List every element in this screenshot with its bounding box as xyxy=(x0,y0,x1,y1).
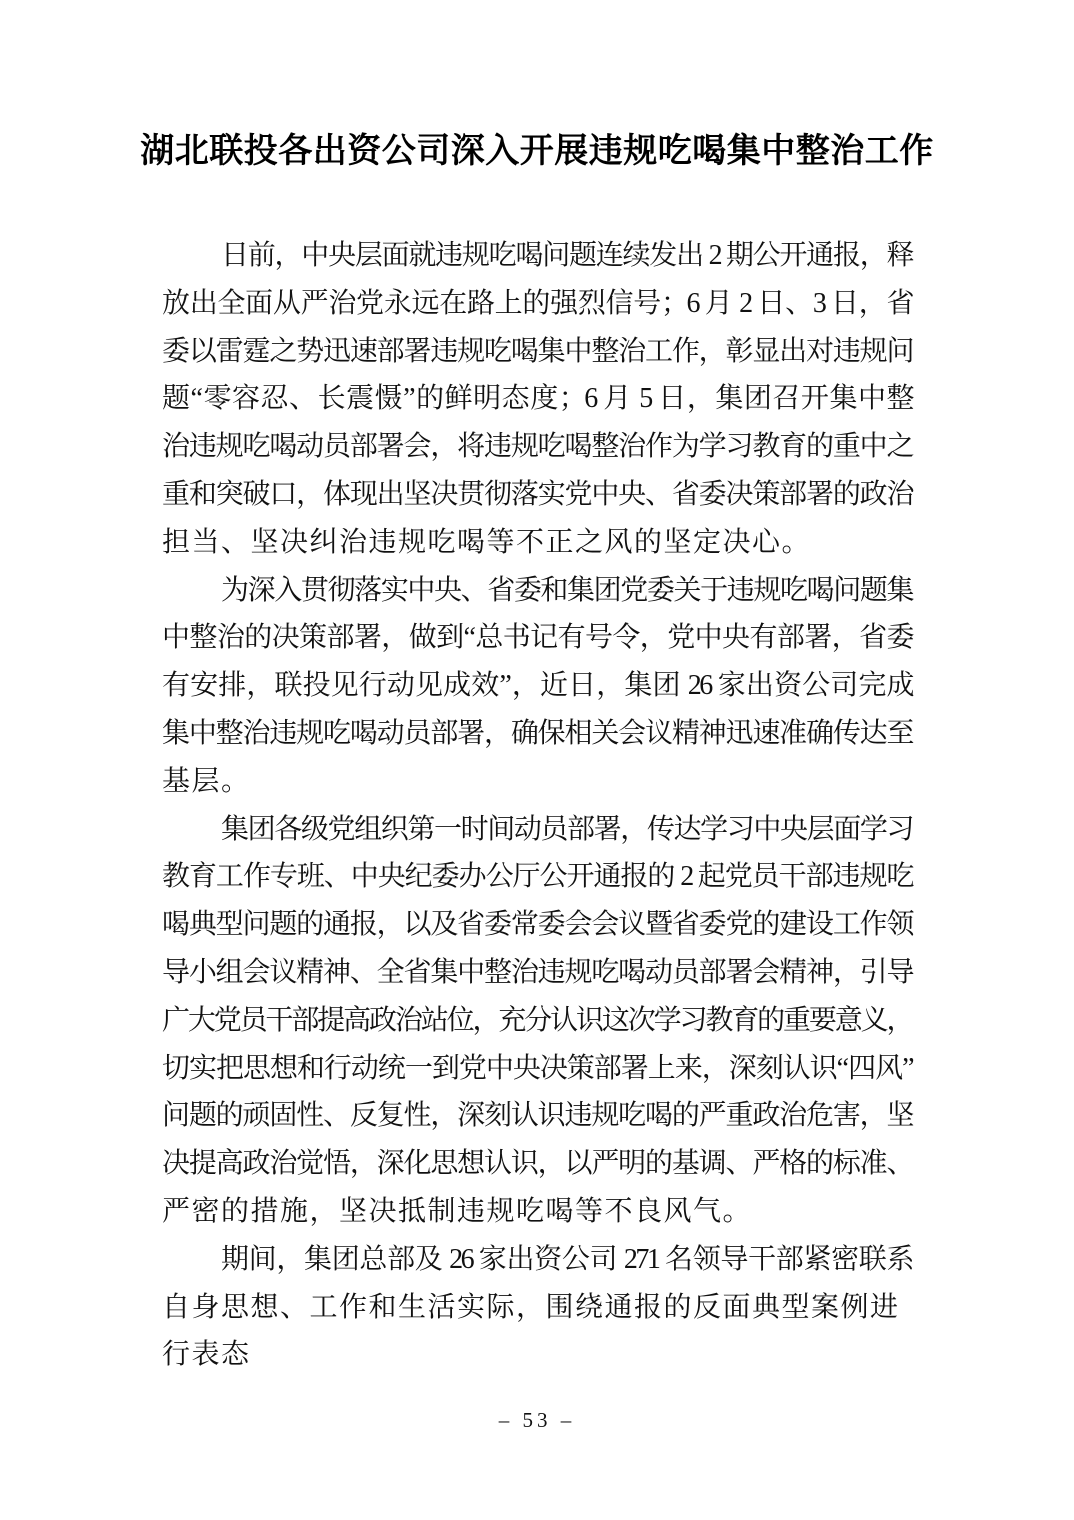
text-line: 中整治的决策部署，做到“总书记有号令，党中央有部署，省委 xyxy=(162,622,912,654)
text-line: 集中整治违规吃喝动员部署，确保相关会议精神迅速准确传达至 xyxy=(162,717,912,749)
text-line: 有安排，联投见行动见成效”，近日，集团 26 家出资公司完成 xyxy=(162,670,912,702)
page-number: – 53 – xyxy=(498,1408,576,1432)
text-line: 治违规吃喝动员部署会，将违规吃喝整治作为学习教育的重中之 xyxy=(162,431,912,463)
text-line: 严密的措施，坚决抵制违规吃喝等不良风气。 xyxy=(162,1195,753,1227)
text-line: 基层。 xyxy=(162,765,251,797)
text-line: 问题的顽固性、反复性，深刻认识违规吃喝的严重政治危害，坚 xyxy=(162,1100,912,1132)
text-line: 喝典型问题的通报，以及省委常委会会议暨省委党的建设工作领 xyxy=(162,909,912,941)
text-line: 教育工作专班、中央纪委办公厅公开通报的 2 起党员干部违规吃 xyxy=(162,861,912,893)
text-line: 决提高政治觉悟，深化思想认识，以严明的基调、严格的标准、 xyxy=(162,1148,912,1180)
text-line: 自身思想、工作和生活实际，围绕通报的反面典型案例进行表态 xyxy=(162,1291,900,1371)
text-line: 期间，集团总部及 26 家出资公司 271 名领导干部紧密联系 xyxy=(221,1243,912,1275)
document-body xyxy=(162,232,912,1371)
text-line: 切实把思想和行动统一到党中央决策部署上来，深刻认识“四风” xyxy=(162,1052,912,1084)
text-line: 委以雷霆之势迅速部署违规吃喝集中整治工作，彰显出对违规问 xyxy=(162,335,912,367)
text-line: 题“零容忍、长震慑”的鲜明态度；6 月 5 日，集团召开集中整 xyxy=(162,383,912,415)
text-line: 导小组会议精神、全省集中整治违规吃喝动员部署会精神，引导 xyxy=(162,956,912,988)
text-line: 重和突破口，体现出坚决贯彻落实党中央、省委决策部署的政治 xyxy=(162,478,912,510)
paragraph xyxy=(162,1236,912,1371)
paragraph xyxy=(162,232,912,567)
text-line: 担当、坚决纠治违规吃喝等不正之风的坚定决心。 xyxy=(162,526,812,558)
text-line: 广大党员干部提高政治站位，充分认识这次学习教育的重要意义， xyxy=(162,1004,912,1036)
document-title: 湖北联投各出资公司深入开展违规吃喝集中整治工作 xyxy=(140,133,934,170)
text-line: 放出全面从严治党永远在路上的强烈信号；6 月 2 日、3 日，省 xyxy=(162,287,912,319)
paragraph xyxy=(162,567,912,806)
paragraph xyxy=(162,806,912,1236)
text-line: 日前，中央层面就违规吃喝问题连续发出 2 期公开通报，释 xyxy=(221,240,912,271)
text-line: 为深入贯彻落实中央、省委和集团党委关于违规吃喝问题集 xyxy=(221,574,912,606)
text-line: 集团各级党组织第一时间动员部署，传达学习中央层面学习 xyxy=(221,813,912,845)
